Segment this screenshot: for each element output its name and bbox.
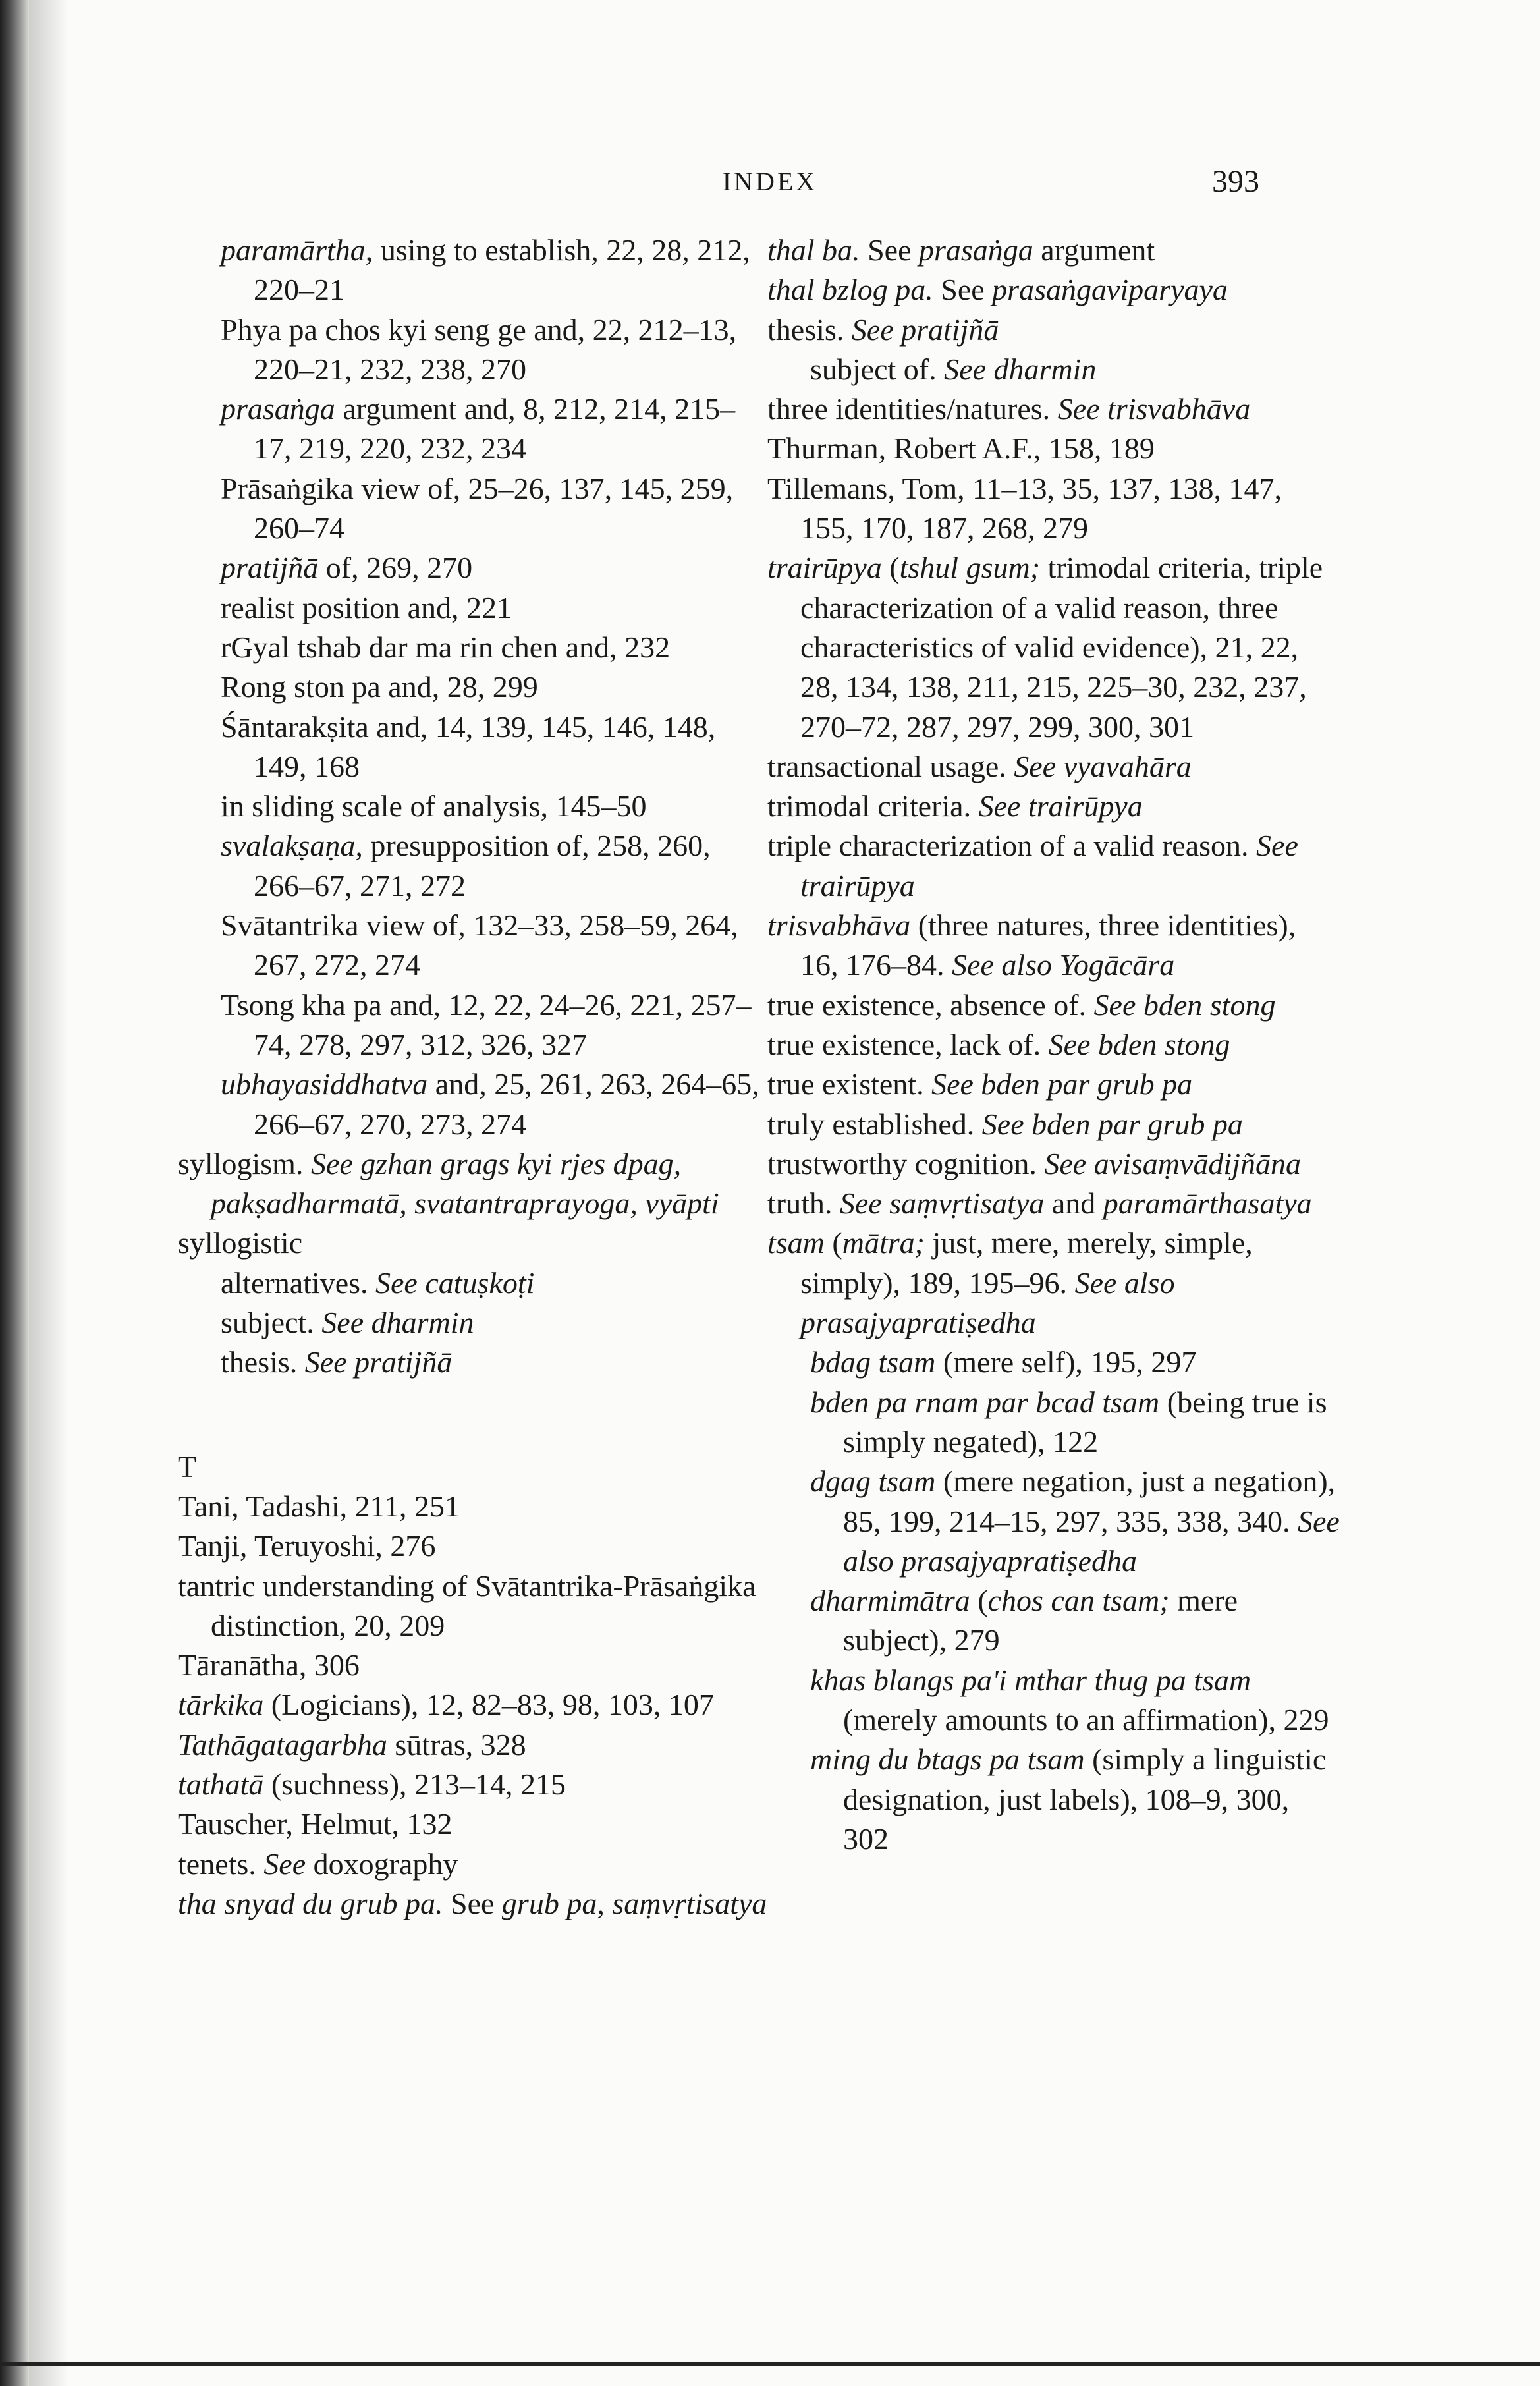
index-entry	[767, 1105, 1340, 1144]
page-gutter-shading	[29, 0, 69, 2386]
index-subentry	[767, 350, 1340, 389]
entry-text-run: tārkika	[178, 1688, 264, 1722]
index-entry	[767, 787, 1340, 826]
index-entry	[767, 270, 1340, 310]
entry-text-run: using to establish, 22, 28, 212, 220–21	[254, 233, 750, 307]
index-subentry	[178, 588, 771, 628]
entry-text-run: pratijñā	[221, 551, 319, 585]
entry-text-run: transactional usage.	[767, 749, 1014, 783]
entry-text-run: paramārthasatya	[1103, 1186, 1312, 1221]
index-subentry	[178, 548, 771, 588]
index-entry	[178, 1223, 771, 1263]
entry-text-run: and, 25, 261, 263, 264–65, 266–67, 270, 273, 274	[254, 1067, 759, 1141]
entry-text-run: thal bzlog pa.	[767, 273, 933, 307]
index-subentry	[767, 1581, 1340, 1661]
index-subentry	[178, 1303, 771, 1343]
entry-text-run: Tāranātha, 306	[178, 1648, 360, 1682]
entry-text-run: Thurman, Robert A.F., 158, 189	[767, 431, 1155, 466]
entry-text-run: Rong ston pa and, 28, 299	[221, 670, 538, 704]
entry-text-run: (mere self), 195, 297	[935, 1345, 1197, 1379]
index-subentry	[178, 1263, 771, 1303]
entry-text-run: tshul gsum;	[899, 551, 1041, 585]
entry-text-run: (merely amounts to an affirmation), 229	[843, 1702, 1329, 1736]
entry-text-run: See bden par grub pa	[931, 1067, 1193, 1101]
entry-text-run: See dharmin	[944, 352, 1097, 386]
index-entry	[767, 469, 1340, 549]
entry-text-run: (three natures, three identities), 16, 176–84.	[800, 908, 1296, 982]
entry-text-run: Phya pa chos kyi seng ge and, 22, 212–13, 220–21, 232, 238, 270	[221, 312, 737, 386]
entry-text-run: rGyal tshab dar ma rin chen and, 232	[221, 630, 671, 664]
index-subentry	[767, 1740, 1340, 1859]
entry-text-run: trimodal criteria.	[767, 789, 979, 823]
entry-text-run: See vyavahāra	[1014, 749, 1192, 783]
index-subentry	[178, 389, 771, 469]
entry-text-run: bdag tsam	[810, 1345, 936, 1379]
entry-text-run: See	[263, 1846, 306, 1881]
entry-text-run: See catuṣkoṭi	[375, 1265, 535, 1300]
running-head: INDEX	[722, 167, 818, 196]
entry-text-run: Tillemans, Tom, 11–13, 35, 137, 138, 147, 155, 170, 187, 268, 279	[767, 471, 1282, 545]
index-subentry	[767, 1343, 1340, 1382]
entry-text-run: prasaṅga	[221, 392, 335, 426]
entry-text-run: (mere negation, just a negation), 85, 199, 214–15, 297, 335, 338, 340.	[843, 1464, 1336, 1538]
index-entry	[178, 1845, 771, 1884]
entry-text-run: See dharmin	[321, 1306, 474, 1340]
index-subentry	[767, 1462, 1340, 1581]
entry-text-run: prasaṅgaviparyaya	[992, 273, 1228, 307]
entry-text-run: Tathāgatagarbha	[178, 1727, 387, 1762]
entry-text-run: true existent.	[767, 1067, 932, 1101]
entry-text-run: (Logicians), 12, 82–83, 98, 103, 107	[263, 1688, 714, 1722]
entry-text-run: See pratijñā	[304, 1345, 453, 1379]
index-entry	[178, 1646, 771, 1685]
entry-text-run: tha snyad du grub pa.	[178, 1886, 443, 1920]
entry-text-run: tathatā	[178, 1767, 264, 1801]
index-entry	[767, 231, 1340, 270]
entry-text-run: alternatives.	[221, 1265, 376, 1300]
index-entry	[767, 1025, 1340, 1065]
index-subentry	[178, 707, 771, 787]
entry-text-run: three identities/natures.	[767, 392, 1058, 426]
entry-text-run: chos can tsam;	[987, 1584, 1170, 1618]
index-entry	[767, 906, 1340, 985]
entry-text-run: of, 269, 270	[318, 551, 473, 585]
entry-text-run: realist position and, 221	[221, 590, 512, 624]
entry-text-run: and	[1044, 1186, 1103, 1221]
entry-text-run: See bden par grub pa	[981, 1107, 1243, 1141]
index-entry	[178, 1685, 771, 1725]
index-entry	[178, 1526, 771, 1566]
entry-text-run: subject of.	[810, 352, 945, 386]
entry-text-run: mere subject), 279	[843, 1584, 1238, 1657]
index-entry	[178, 1804, 771, 1844]
entry-text-run: thesis.	[221, 1345, 305, 1379]
entry-text-run: See bden stong	[1093, 987, 1276, 1022]
entry-text-run: svalakṣaṇa,	[221, 829, 363, 863]
entry-text-run: (being true is simply negated), 122	[843, 1385, 1327, 1458]
entry-text-run: See	[860, 233, 919, 267]
entry-text-run: syllogistic	[178, 1226, 303, 1260]
index-entry	[178, 1144, 771, 1224]
entry-text-run: thal ba.	[767, 233, 860, 267]
entry-text-run: true existence, lack of.	[767, 1027, 1049, 1061]
index-entry	[767, 548, 1340, 746]
scan-bottom-edge	[0, 2362, 1540, 2366]
entry-text-run: truly established.	[767, 1107, 982, 1141]
entry-text-run: doxography	[306, 1846, 458, 1881]
entry-text-run: Tanji, Teruyoshi, 276	[178, 1529, 436, 1563]
entry-text-run: paramārtha,	[221, 233, 373, 267]
entry-text-run: (	[824, 1226, 842, 1260]
entry-text-run: khas blangs pa'i mthar thug pa tsam	[810, 1663, 1251, 1697]
entry-text-run: prasaṅga	[918, 233, 1033, 267]
index-subentry	[178, 667, 771, 707]
entry-text-run: See	[933, 273, 993, 307]
entry-text-run: See pratijñā	[851, 312, 999, 347]
entry-text-run: See	[443, 1886, 502, 1920]
entry-text-run: See also prasajyapratiṣedha	[800, 1265, 1175, 1340]
index-subentry	[178, 1343, 771, 1382]
entry-text-run: See also prasajyapratiṣedha	[843, 1504, 1340, 1578]
entry-text-run: See trairūpya	[800, 829, 1298, 902]
index-subentry	[178, 787, 771, 826]
entry-text-run: argument and, 8, 212, 214, 215–17, 219, 220, 232, 234	[254, 392, 736, 466]
entry-text-run: Śāntarakṣita and, 14, 139, 145, 146, 148, 149, 168	[221, 709, 716, 783]
entry-text-run: See saṃvṛtisatya	[839, 1186, 1045, 1221]
index-subentry	[178, 231, 771, 310]
entry-text-run: just, mere, merely, simple, simply), 189, 195–96.	[800, 1226, 1253, 1300]
entry-text-run: argument	[1033, 233, 1155, 267]
entry-text-run: trairūpya	[767, 551, 882, 585]
index-subentry	[178, 906, 771, 985]
entry-text-run: Prāsaṅgika view of, 25–26, 137, 145, 259, 260–74	[221, 471, 734, 545]
entry-text-run: (simply a linguistic designation, just labels), 108–9, 300, 302	[843, 1742, 1327, 1856]
entry-text-run: ming du btags pa tsam	[810, 1742, 1085, 1777]
entry-text-run: tantric understanding of Svātantrika-Prāsaṅgika distinction, 20, 209	[178, 1568, 756, 1642]
entry-text-run: subject.	[221, 1306, 322, 1340]
index-column-right	[767, 231, 1340, 1859]
entry-text-run: (suchness), 213–14, 215	[263, 1767, 566, 1801]
entry-text-run: See gzhan grags kyi rjes dpag, pakṣadharmatā, svatantraprayoga, vyāpti	[211, 1146, 719, 1221]
index-subentry	[178, 628, 771, 667]
index-entry	[767, 310, 1340, 350]
index-subentry	[178, 985, 771, 1065]
entry-text-run: trustworthy cognition.	[767, 1146, 1045, 1180]
entry-text-run: (	[970, 1584, 988, 1618]
entry-text-run: ubhayasiddhatva	[221, 1067, 428, 1101]
index-entry	[178, 1765, 771, 1804]
index-entry	[767, 1065, 1340, 1104]
entry-text-run: sūtras, 328	[387, 1727, 526, 1762]
entry-text-run: See also Yogācāra	[952, 948, 1175, 982]
entry-text-run: bden pa rnam par bcad tsam	[810, 1385, 1160, 1419]
index-entry	[178, 1487, 771, 1526]
index-subentry	[767, 1661, 1340, 1740]
entry-text-run: Tauscher, Helmut, 132	[178, 1807, 453, 1841]
entry-text-run: presupposition of, 258, 260, 266–67, 271, 272	[254, 829, 711, 902]
entry-text-run: truth.	[767, 1186, 840, 1221]
entry-text-run: (	[881, 551, 900, 585]
index-entry	[767, 1223, 1340, 1343]
entry-text-run: trisvabhāva	[767, 908, 911, 943]
index-subentry	[767, 1383, 1340, 1462]
entry-text-run: triple characterization of a valid reason.	[767, 829, 1257, 863]
page-number: 393	[1212, 164, 1259, 199]
section-spacer	[178, 1383, 771, 1447]
index-subentry	[178, 469, 771, 549]
index-entry	[178, 1884, 771, 1924]
index-entry	[767, 389, 1340, 429]
entry-text-run: See trairūpya	[978, 789, 1143, 823]
entry-text-run: tenets.	[178, 1846, 264, 1881]
entry-text-run: See avisaṃvādijñāna	[1044, 1146, 1301, 1180]
index-subentry	[178, 1065, 771, 1144]
entry-text-run: tsam	[767, 1226, 825, 1260]
index-entry	[767, 826, 1340, 906]
index-entry	[767, 1144, 1340, 1184]
entry-text-run: grub pa, saṃvṛtisatya	[501, 1886, 767, 1920]
book-spine-shadow	[0, 0, 29, 2386]
entry-text-run: Svātantrika view of, 132–33, 258–59, 264, 267, 272, 274	[221, 908, 738, 982]
entry-text-run: thesis.	[767, 312, 852, 347]
index-column-left	[178, 231, 771, 1924]
entry-text-run: dharmimātra	[810, 1584, 970, 1618]
index-entry	[767, 1184, 1340, 1223]
entry-text-run: Tsong kha pa and, 12, 22, 24–26, 221, 257–74, 278, 297, 312, 326, 327	[221, 987, 752, 1061]
index-entry	[178, 1725, 771, 1765]
index-entry	[178, 1567, 771, 1646]
index-entry	[767, 747, 1340, 787]
index-subentry	[178, 826, 771, 906]
index-entry	[767, 429, 1340, 468]
section-letter-heading: T	[178, 1449, 197, 1484]
index-entry	[767, 985, 1340, 1025]
entry-text-run: dgag tsam	[810, 1464, 936, 1499]
entry-text-run: trimodal criteria, triple characterization of a valid reason, three characteristics of valid evidence), 21, 22, 28, 134, 138, 211, 215, 225–30, 232, 237, 270–72, 287, 297, 299, 300, 301	[800, 551, 1323, 744]
entry-text-run: mātra;	[842, 1226, 925, 1260]
entry-text-run: true existence, absence of.	[767, 987, 1094, 1022]
entry-text-run: See trisvabhāva	[1057, 392, 1251, 426]
entry-text-run: Tani, Tadashi, 211, 251	[178, 1489, 460, 1523]
index-subentry	[178, 310, 771, 390]
entry-text-run: syllogism.	[178, 1146, 311, 1180]
entry-text-run: in sliding scale of analysis, 145–50	[221, 789, 647, 823]
entry-text-run: See bden stong	[1048, 1027, 1230, 1061]
